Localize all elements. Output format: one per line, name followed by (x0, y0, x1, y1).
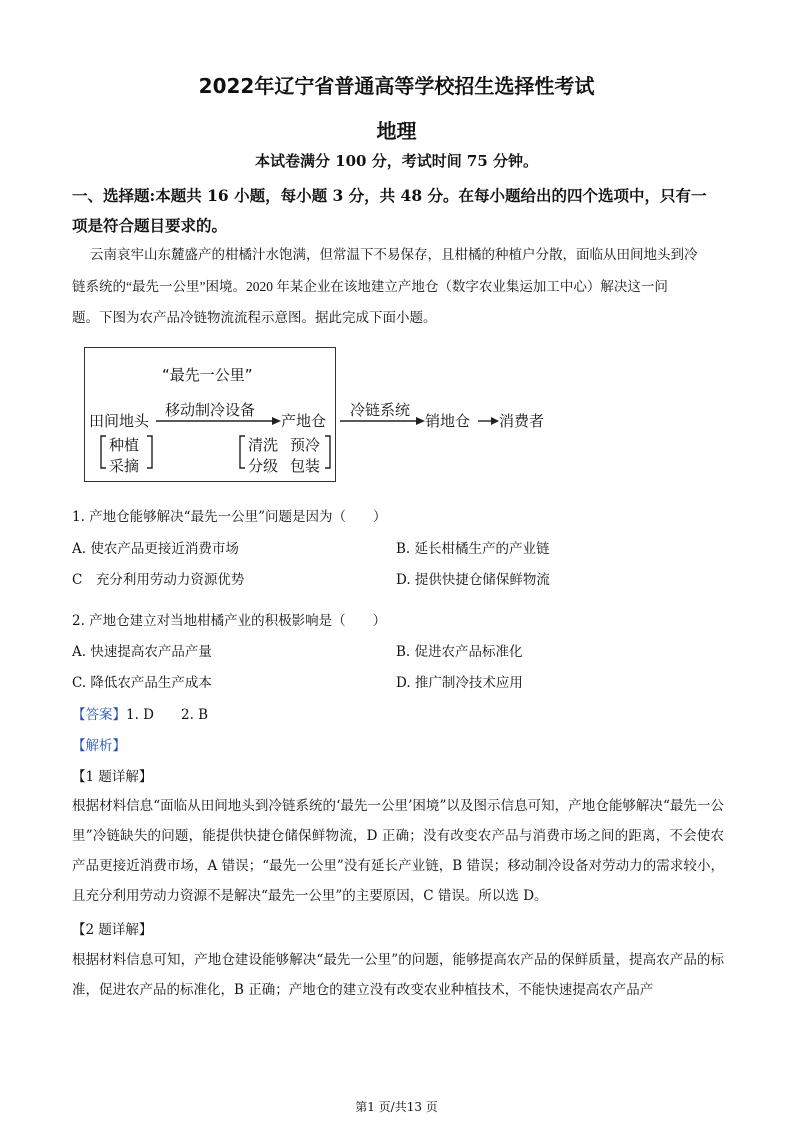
precool-label: 预冷 (290, 436, 321, 454)
sales-warehouse-label: 销地仓 (425, 412, 471, 430)
material-line-3: 题。下图为农产品冷链物流流程示意图。据此完成下面小题。 (72, 310, 437, 325)
answer-text: 1. D 2. B (126, 707, 209, 723)
q2-option-d: D. 推广制冷技术应用 (396, 675, 523, 691)
section-heading: 一、选择题:本题共 16 小题，每小题 3 分，共 48 分。在每小题给出的四个选项中，只有一项是符合题目要求的。 (72, 186, 707, 235)
material-line-1: 云南哀牢山东麓盛产的柑橘汁水饱满，但常温下不易保存，且柑橘的种植户分散，面临从田间地头到冷 (90, 247, 698, 262)
material-line-2: 链系统的“最先一公里”困境。2020 年某企业在该地建立产地仓（数字农业集运加工中心）解决这一问 (72, 279, 668, 294)
detail-2-label: 【2 题详解】 (72, 922, 153, 938)
detail-1-label: 【1 题详解】 (72, 769, 153, 785)
explanation-1: 根据材料信息“面临从田间地头到冷链系统的‘最先一公里’困境”以及图示信息可知，产地仓能够解决“最先一公里”冷链缺失的问题，能提供快捷仓储保鲜物流，D 正确；没有改变农产品与消费市场之间的距离，不会使农产品更接近消费市场，A 错误；“最先一公里”没有延长产业链，B 错误；移动制冷设备对劳动力的需求较小，且充分利用劳动力资源不是解决“最先一公里”的主要原因，C 错误。所以选 D。 (72, 798, 724, 904)
plant-label: 种植 (109, 436, 140, 454)
q1-option-c: C 充分利用劳动力资源优势 (72, 572, 245, 588)
origin-warehouse-label: 产地仓 (281, 412, 327, 430)
subject-title: 地理 (376, 119, 417, 143)
q1-option-d: D. 提供快捷仓储保鲜物流 (396, 572, 550, 588)
q2-option-a: A. 快速提高农产品产量 (72, 644, 212, 660)
pack-label: 包装 (290, 457, 321, 475)
brackets (101, 436, 330, 468)
answer-label: 【答案】 (72, 707, 126, 723)
flow-arrows (0, 0, 793, 500)
page-footer: 第1 页/共13 页 (355, 1100, 438, 1114)
q1-stem: 1. 产地仓能够解决“最先一公里”问题是因为（ ） (72, 509, 387, 525)
cold-chain-label: 冷链系统 (350, 401, 411, 419)
explanation-2: 根据材料信息可知，产地仓建设能够解决“最先一公里”的问题，能够提高农产品的保鲜质量，提高农产品的标准，促进农产品的标准化，B 正确；产地仓的建立没有改变农业种植技术，不能快速提高农产品产 (72, 952, 724, 998)
arrowhead-1 (272, 417, 281, 425)
answer-line (72, 703, 208, 723)
exam-note: 本试卷满分 100 分，考试时间 75 分钟。 (254, 152, 539, 170)
q1-option-a: A. 使农产品更接近消费市场 (72, 541, 239, 557)
arrowhead-2 (416, 417, 425, 425)
arrowhead-3 (491, 417, 499, 425)
q2-stem: 2. 产地仓建立对当地柑橘产业的积极影响是（ ） (72, 613, 387, 629)
q1-option-b: B. 延长柑橘生产的产业链 (396, 541, 550, 557)
analysis-label: 【解析】 (72, 738, 126, 754)
first-km-label: “最先一公里” (162, 366, 253, 384)
wash-label: 清洗 (248, 436, 279, 454)
field-label: 田间地头 (89, 412, 150, 430)
q2-option-c: C. 降低农产品生产成本 (72, 675, 212, 691)
exam-title: 2022年辽宁省普通高等学校招生选择性考试 (198, 74, 595, 98)
pick-label: 采摘 (109, 457, 140, 475)
q2-option-b: B. 促进农产品标准化 (396, 644, 523, 660)
grade-label: 分级 (248, 457, 279, 475)
equipment-label: 移动制冷设备 (165, 401, 256, 419)
consumer-label: 消费者 (499, 412, 545, 430)
